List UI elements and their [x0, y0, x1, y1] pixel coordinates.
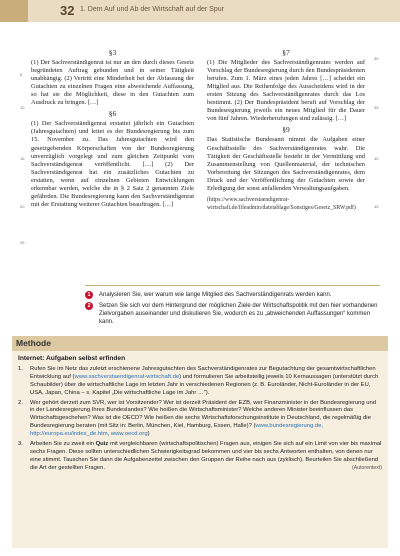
- item-text: Wer gehört derzeit zum SVR, wer ist Vorsitzender? Wer ist derzeit Präsident der EZB, wer Finanzminister in der Bundesregierung und in der Landesregierung Ihres Bundeslandes? Wie heißen die Wirtschaftsminister? Welche anderen Minister beeinflussen das Wirtschaftsgeschehen? Was ist die OECD? Wie heißen die sechs Wirtschaftsforschungsinstitute in Deutschland, die regelmäßig die Bundesregierung beraten (mit Sitz in: Berlin, München, Kiel, Hamburg, Essen, Halle)? (: [30, 399, 377, 430]
- item-text: mit vergleichbaren (wirtschaftspolitischen) Fragen aus, einigen Sie sich auf ein Limit von vier bis maximal sechs Fragen. Diese sollten unterschiedlichen Schwierigkeitsgrad bekommen und vier bis sechs Antworten enthalten, von denen nur eine stimmt. Tauschen Sie dann die Aufgabenzettel zwischen den Gruppen der Reihe nach aus (zyklisch). Beurteilen Sie abschließend die Art der gestellten Fragen.: [30, 441, 382, 471]
- reference-links[interactable]: www.bundesregierung.de, http://europa.eu/index_de.htm, www.oecd.org: [30, 423, 323, 438]
- task-text: Setzen Sie sich vor dem Hintergrund der möglichen Ziele der Wirtschaftspolitik mit den hier vorhandenen Zielvorgaben auseinander und diskutieren Sie, wodurch es zu „abweichenden Auffassungen“ kommen kann.: [99, 303, 378, 325]
- header-accent-bar: [0, 0, 28, 22]
- chapter-title: 1. Dem Auf und Ab der Wirtschaft auf der Spur: [80, 6, 224, 13]
- method-body: [12, 351, 388, 473]
- section-paragraph: Das Statistische Bundesamt nimmt die Aufgaben einer Geschäftsstelle des Sachverständigenrates wahr. Die Tätigkeit der Geschäftsstelle besteht in der Vermittlung und Zusammenstellung von Quellenmaterial, der technischen Vorbereitung der Sitzungen des Sachverständigenrates, dem Druck und der Veröffentlichung der Gutachten sowie der Erledigung der sonst anfallenden Verwaltungsaufgaben.: [207, 136, 365, 192]
- source-link[interactable]: (https://www.sachverstaendigenrat-wirtschaft.de/fileadmin/dateiablage/Sonstiges/Gesetz_SRW.pdf): [207, 196, 356, 211]
- line-number: 35: [374, 105, 379, 110]
- item-number: 1.: [18, 365, 23, 372]
- method-item: [18, 366, 382, 398]
- section-heading: §6: [108, 109, 117, 119]
- line-number: 15: [20, 156, 25, 161]
- page-number: 32: [60, 3, 75, 18]
- section-heading: §3: [108, 48, 117, 57]
- law-text-left-column: [31, 48, 194, 212]
- item-text: ): [147, 431, 150, 438]
- line-number: 20: [20, 204, 25, 209]
- task-text: Analysieren Sie, wer warum wie lange Mitglied des Sachverständigenrats werden kann.: [99, 292, 332, 298]
- method-title: Methode: [12, 336, 388, 351]
- method-box: [12, 336, 388, 548]
- author-note: (Autorentext): [352, 464, 382, 471]
- task-list: [85, 285, 380, 329]
- method-item: [18, 441, 382, 473]
- section-heading: §7: [282, 48, 290, 57]
- line-number: 25: [20, 240, 25, 245]
- method-subtitle: Internet: Aufgaben selbst erfinden: [18, 355, 126, 362]
- item-number: 3.: [18, 441, 23, 448]
- task-number-badge: 2: [85, 302, 93, 310]
- section-heading: §9: [282, 125, 290, 135]
- section-paragraph: (1) Die Mitglieder des Sachverständigenrates werden auf Vorschlag der Bundesregierung durch den Bundespräsidenten berufen. Zum 1. März eines jeden Jahres […] scheidet ein Mitglied aus. Die Reihenfolge des Ausscheidens wird in der ersten Sitzung des Sachverständigenrates durch das Los bestimmt. (2) Der Bundespräsident beruft auf Vorschlag der Bundesregierung jeweils ein neues Mitglied für die Dauer von fünf Jahren. Wiederberufungen sind zulässig. […]: [207, 59, 365, 123]
- task-item: [85, 291, 380, 299]
- page-header: [0, 0, 400, 22]
- line-number: 45: [374, 204, 379, 209]
- line-number: 10: [20, 105, 25, 110]
- section-paragraph: (1) Der Sachverständigenrat ist nur an den durch dieses Gesetz begründeten Auftrag gebunden und in seiner Tätigkeit unabhängig. (2) Vertritt eine Minderheit bei der Abfassung der Gutachten zu einzelnen Fragen eine abweichende Auffassung, so hat sie die Möglichkeit, diese in den Gutachten zum Ausdruck zu bringen. […]: [31, 59, 194, 107]
- line-number: 40: [374, 156, 379, 161]
- line-number: 30: [374, 56, 379, 61]
- item-emphasis: Quiz: [95, 441, 109, 448]
- method-item: [18, 400, 382, 440]
- sachverstaendigenrat-link[interactable]: www.sachverstaendigenrat-wirtschaft.de: [74, 373, 180, 380]
- section-paragraph: (1) Der Sachverständigenrat erstattet jährlich ein Gutachten (Jahresgutachten) und leitet es der Bundesregierung bis zum 15. November zu. Das Jahresgutachten wird den gesetzgebenden Körperschaften von der Bundesregierung unverzüglich vorgelegt und zum gleichen Zeitpunkt vom Sachverständigenrat veröffentlicht. […] (2) Der Sachverständigenrat hat ein zusätzliches Gutachten zu erstatten, wenn auf einzelnen Gebieten Entwicklungen erkennbar werden, welche die in § 2 Satz 2 genannten Ziele gefährden. Die Bundesregierung kann den Sachverständigenrat mit der Erstattung weiterer Gutachten beauftragen. […]: [31, 120, 194, 208]
- law-text-right-column: [207, 48, 365, 215]
- item-text: ) und formulieren Sie arbeitsteilig jeweils 10 Kernaussagen (unterstützt durch Schaubilder) über die wirtschaftliche Lage im letzten Jahr in verschiedenen Regionen (z. B. Euroländer, Nicht-Euroländer in der EU, USA, Japan, China – s. Kapitel „Die wirtschaftliche Lage im Jahr …“).: [30, 373, 379, 396]
- item-number: 2.: [18, 399, 23, 406]
- item-text: Arbeiten Sie zu zweit ein: [30, 441, 96, 448]
- line-number: 5: [20, 72, 23, 77]
- task-item: [85, 302, 380, 326]
- task-number-badge: 1: [85, 291, 93, 299]
- item-text: Rufen Sie im Netz das zuletzt erschienene Jahresgutachten des Sachverständigenrates zur Begutachtung der gesamtwirtschaftlichen Entwicklung auf (: [30, 365, 376, 380]
